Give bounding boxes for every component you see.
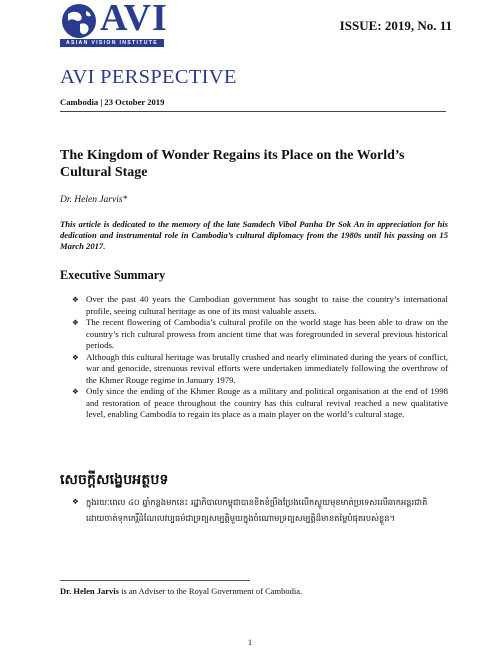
footnote-text: is an Adviser to the Royal Government of Cambodia. (118, 586, 303, 596)
dateline: Cambodia | 23 October 2019 (60, 97, 165, 107)
khmer-summary-text: ក្នុងរយៈពេល ៤០ ឆ្នាំកន្លងមកនេះ រដ្ឋាភិបាលកម្ពុជាបានខិតខំប្រឹងប្រែងលើកស្ទួយមុខមាត់ប្រទេសលើឆាកអន្តរជាតិ ដោយចាត់ទុកកេរ្តិ៍ដំណែលវប្បធម៌ជាទ្រព្យសម្បត្តិមួយក្នុងចំណោមទ្រព្យសម្បត្តិដ៏មានតម្លៃបំផុតរបស់ខ្លួន។ (86, 497, 428, 523)
diamond-bullet-icon: ❖ (72, 352, 79, 362)
article-dedication: This article is dedicated to the memory of the late Samdech Vibol Panha Dr Sok An in appreciation for his dedication and instrumental role in Cambodia’s cultural diplomacy from the 1980s until his passing on 15 March 2017. (60, 219, 448, 251)
executive-summary-list (60, 294, 448, 421)
summary-bullet (60, 317, 448, 352)
summary-bullet-text: The recent flowering of Cambodia’s cultural profile on the world stage has been able to draw on the country’s rich cultural prowess from ancient time that was foregrounded in several previous historical periods. (86, 317, 448, 350)
summary-bullet-text: Over the past 40 years the Cambodian government has sought to raise the country’s international profile, seeing cultural heritage as one of its most valuable assets. (86, 294, 448, 316)
logo-tagline: ASIAN VISION INSTITUTE (60, 39, 164, 47)
avi-logo (60, 2, 210, 47)
footnote-divider (60, 580, 250, 581)
diamond-bullet-icon: ❖ (72, 387, 79, 396)
article-title: The Kingdom of Wonder Regains its Place on the World’s Cultural Stage (60, 148, 405, 180)
globe-icon (60, 2, 98, 40)
article-author: Dr. Helen Jarvis* (60, 195, 128, 205)
page-number: 1 (247, 637, 253, 647)
summary-bullet (60, 352, 448, 387)
summary-bullet-text: Although this cultural heritage was brutally crushed and nearly eliminated during the years of conflict, war and genocide, strenuous revival efforts were undertaken immediately following the overthrow of the Khmer Rouge regime in January 1979. (86, 351, 448, 385)
khmer-summary-heading: សេចក្តីសង្ខេបអត្ថបទ (60, 472, 169, 488)
footnote-author-name: Dr. Helen Jarvis (60, 586, 119, 596)
diamond-bullet-icon: ❖ (72, 318, 79, 327)
header-divider (60, 111, 446, 112)
khmer-summary-paragraph (60, 494, 448, 526)
summary-bullet-text: Only since the ending of the Khmer Rouge as a military and political organisation at the end of 1998 and restoration of peace throughout the country has this cultural revival reached a new qualitative level, enabling Cambodia to regain its place as a main player on the world’s cultural stage. (86, 386, 448, 419)
issue-number: ISSUE: 2019, No. 11 (339, 18, 452, 33)
summary-bullet (60, 386, 448, 421)
summary-bullet (60, 294, 448, 317)
diamond-bullet-icon: ❖ (72, 295, 79, 304)
publication-title: AVI PERSPECTIVE (60, 66, 237, 88)
logo-wordmark: AVI (100, 0, 168, 39)
executive-summary-heading: Executive Summary (60, 268, 166, 282)
diamond-bullet-icon: ❖ (72, 497, 79, 506)
author-footnote (60, 586, 302, 596)
